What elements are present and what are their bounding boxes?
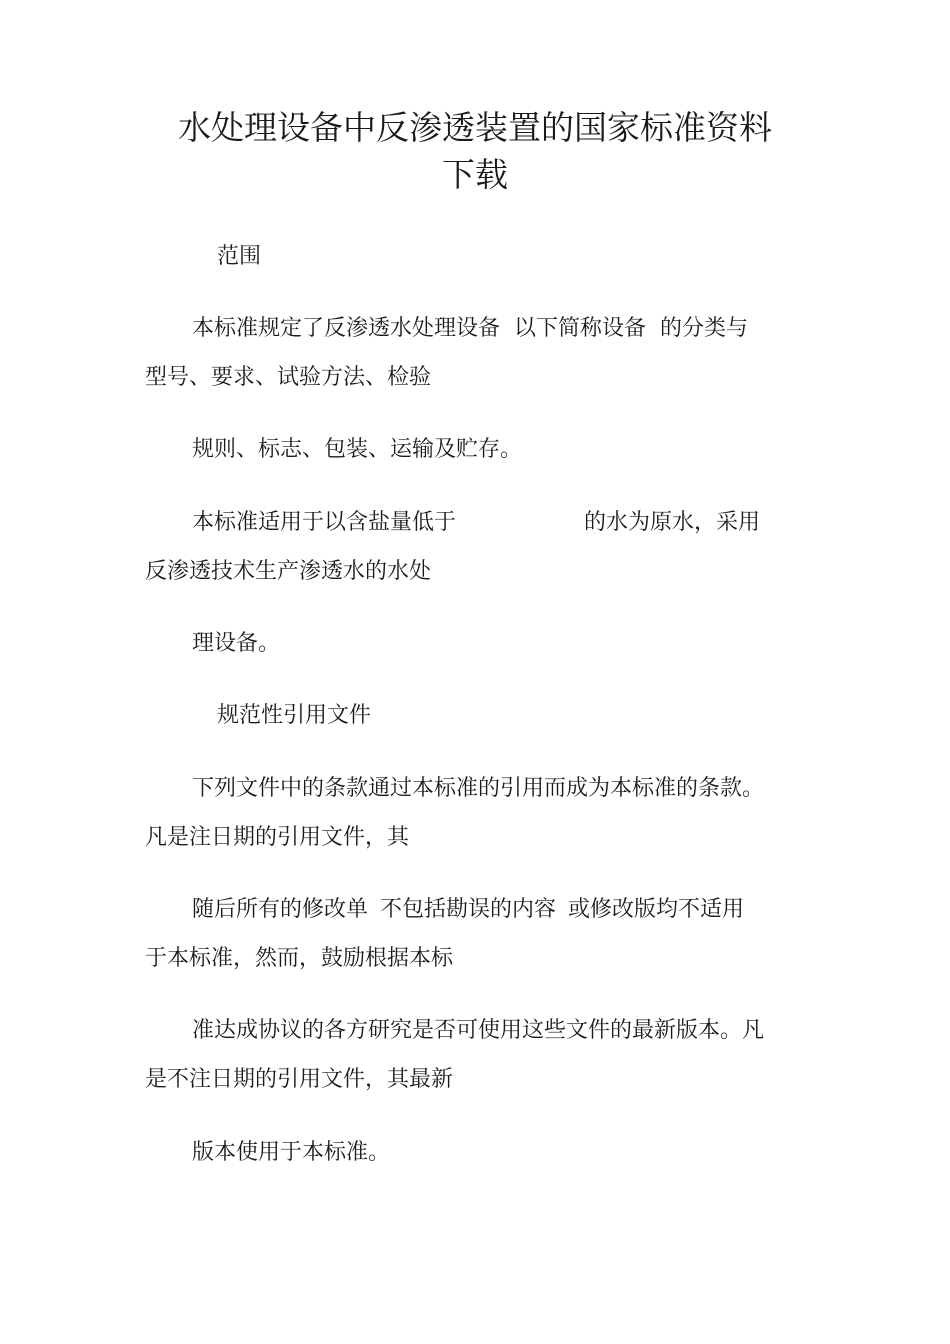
paragraph-3-line-1 <box>192 508 760 538</box>
paragraph-1-text-a: 本标准规定了反渗透水处理设备 <box>192 316 501 341</box>
paragraph-1-line-2: 型号、要求、试验方法、检验 <box>145 365 432 390</box>
paragraph-7-line-1: 准达成协议的各方研究是否可使用这些文件的最新版本。凡 <box>192 1018 765 1043</box>
section-heading-scope: 范围 <box>217 244 262 269</box>
paragraph-6-text-c: 或修改版均不适用 <box>568 897 745 922</box>
paragraph-1-text-c: 的分类与 <box>660 316 749 341</box>
paragraph-1-line-1 <box>192 314 748 344</box>
paragraph-2-line-1: 规则、标志、包装、运输及贮存。 <box>192 437 523 462</box>
paragraph-6-text-a: 随后所有的修改单 <box>192 897 369 922</box>
section-heading-normative-references: 规范性引用文件 <box>217 703 372 728</box>
paragraph-7-line-2: 是不注日期的引用文件，其最新 <box>145 1067 454 1092</box>
paragraph-1-text-b: 以下简称设备 <box>514 316 647 341</box>
paragraph-5-line-2: 凡是注日期的引用文件，其 <box>145 825 410 850</box>
paragraph-6-text-b: 不包括勘误的内容 <box>380 897 557 922</box>
paragraph-3-text-a: 本标准适用于以含盐量低于 <box>192 510 457 535</box>
paragraph-6-line-2: 于本标准，然而，鼓励根据本标 <box>145 946 454 971</box>
document-title-line-1: 水处理设备中反渗透装置的国家标准资料 <box>178 108 772 147</box>
paragraph-3-line-2: 反渗透技术生产渗透水的水处 <box>145 559 432 584</box>
paragraph-3-text-b: 的水为原水，采用 <box>584 510 761 535</box>
paragraph-5-line-1: 下列文件中的条款通过本标准的引用而成为本标准的条款。 <box>192 776 765 801</box>
document-title-line-2: 下载 <box>442 155 508 194</box>
paragraph-6-line-1 <box>192 895 744 925</box>
paragraph-4-line-1: 理设备。 <box>192 631 281 656</box>
paragraph-8-line-1: 版本使用于本标准。 <box>192 1140 391 1165</box>
